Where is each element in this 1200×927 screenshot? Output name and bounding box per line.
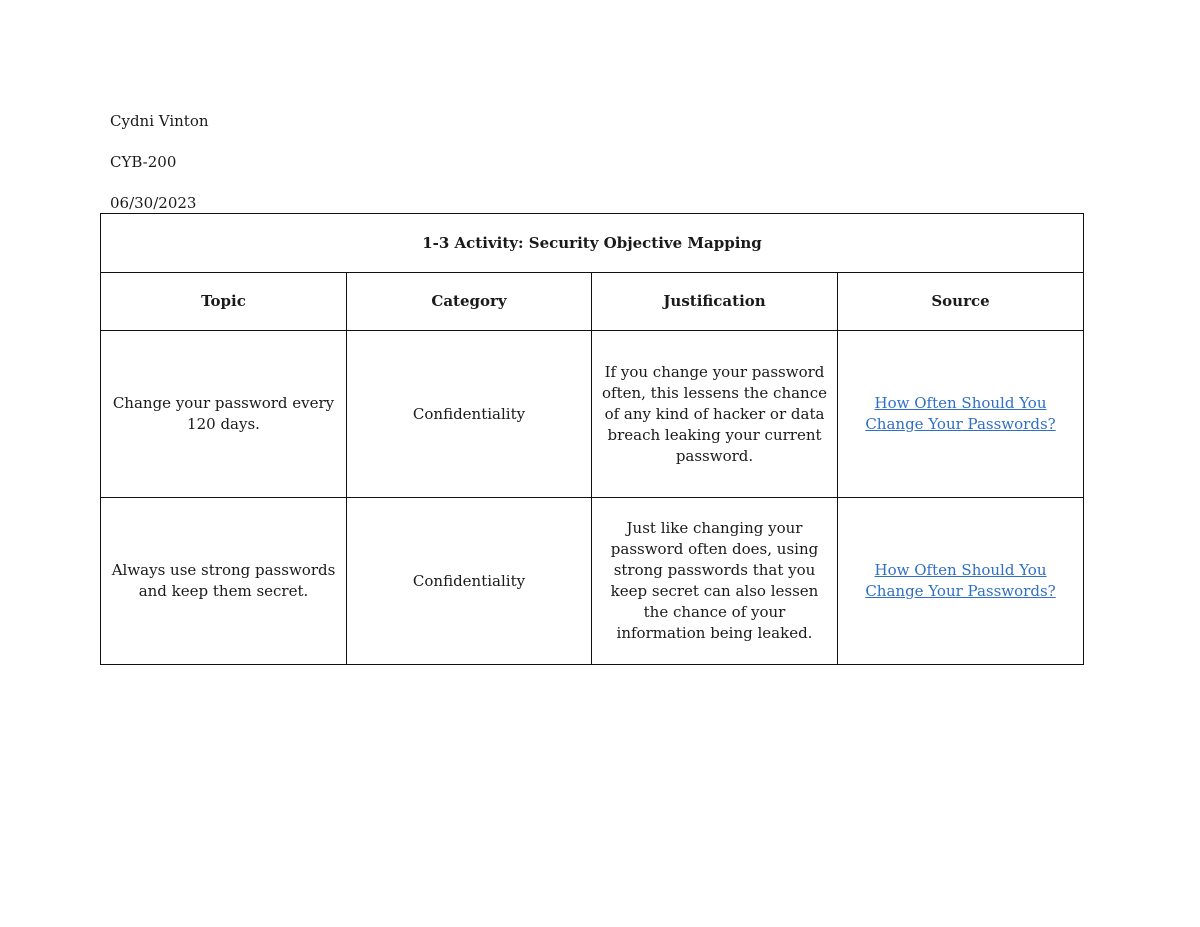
category-cell: Confidentiality: [347, 331, 592, 498]
column-header-source: Source: [838, 273, 1084, 331]
source-link[interactable]: How Often Should You Change Your Passwords?: [865, 561, 1056, 600]
table-row: [101, 498, 1084, 665]
column-header-justification: Justification: [592, 273, 838, 331]
topic-cell: Change your password every 120 days.: [101, 331, 347, 498]
source-cell: [838, 331, 1084, 498]
column-header-topic: Topic: [101, 273, 347, 331]
course-code: CYB-200: [110, 153, 177, 171]
source-link[interactable]: How Often Should You Change Your Passwords?: [865, 394, 1056, 433]
justification-cell: Just like changing your password often does, using strong passwords that you keep secret can also lessen the chance of your information being leaked.: [592, 498, 838, 665]
source-cell: [838, 498, 1084, 665]
column-header-category: Category: [347, 273, 592, 331]
table-title: 1-3 Activity: Security Objective Mapping: [101, 214, 1084, 273]
security-objective-table: [100, 213, 1084, 665]
category-cell: Confidentiality: [347, 498, 592, 665]
topic-cell: Always use strong passwords and keep them secret.: [101, 498, 347, 665]
author-name: Cydni Vinton: [110, 112, 209, 130]
document-date: 06/30/2023: [110, 194, 197, 212]
justification-cell: If you change your password often, this lessens the chance of any kind of hacker or data breach leaking your current password.: [592, 331, 838, 498]
table-row: [101, 331, 1084, 498]
